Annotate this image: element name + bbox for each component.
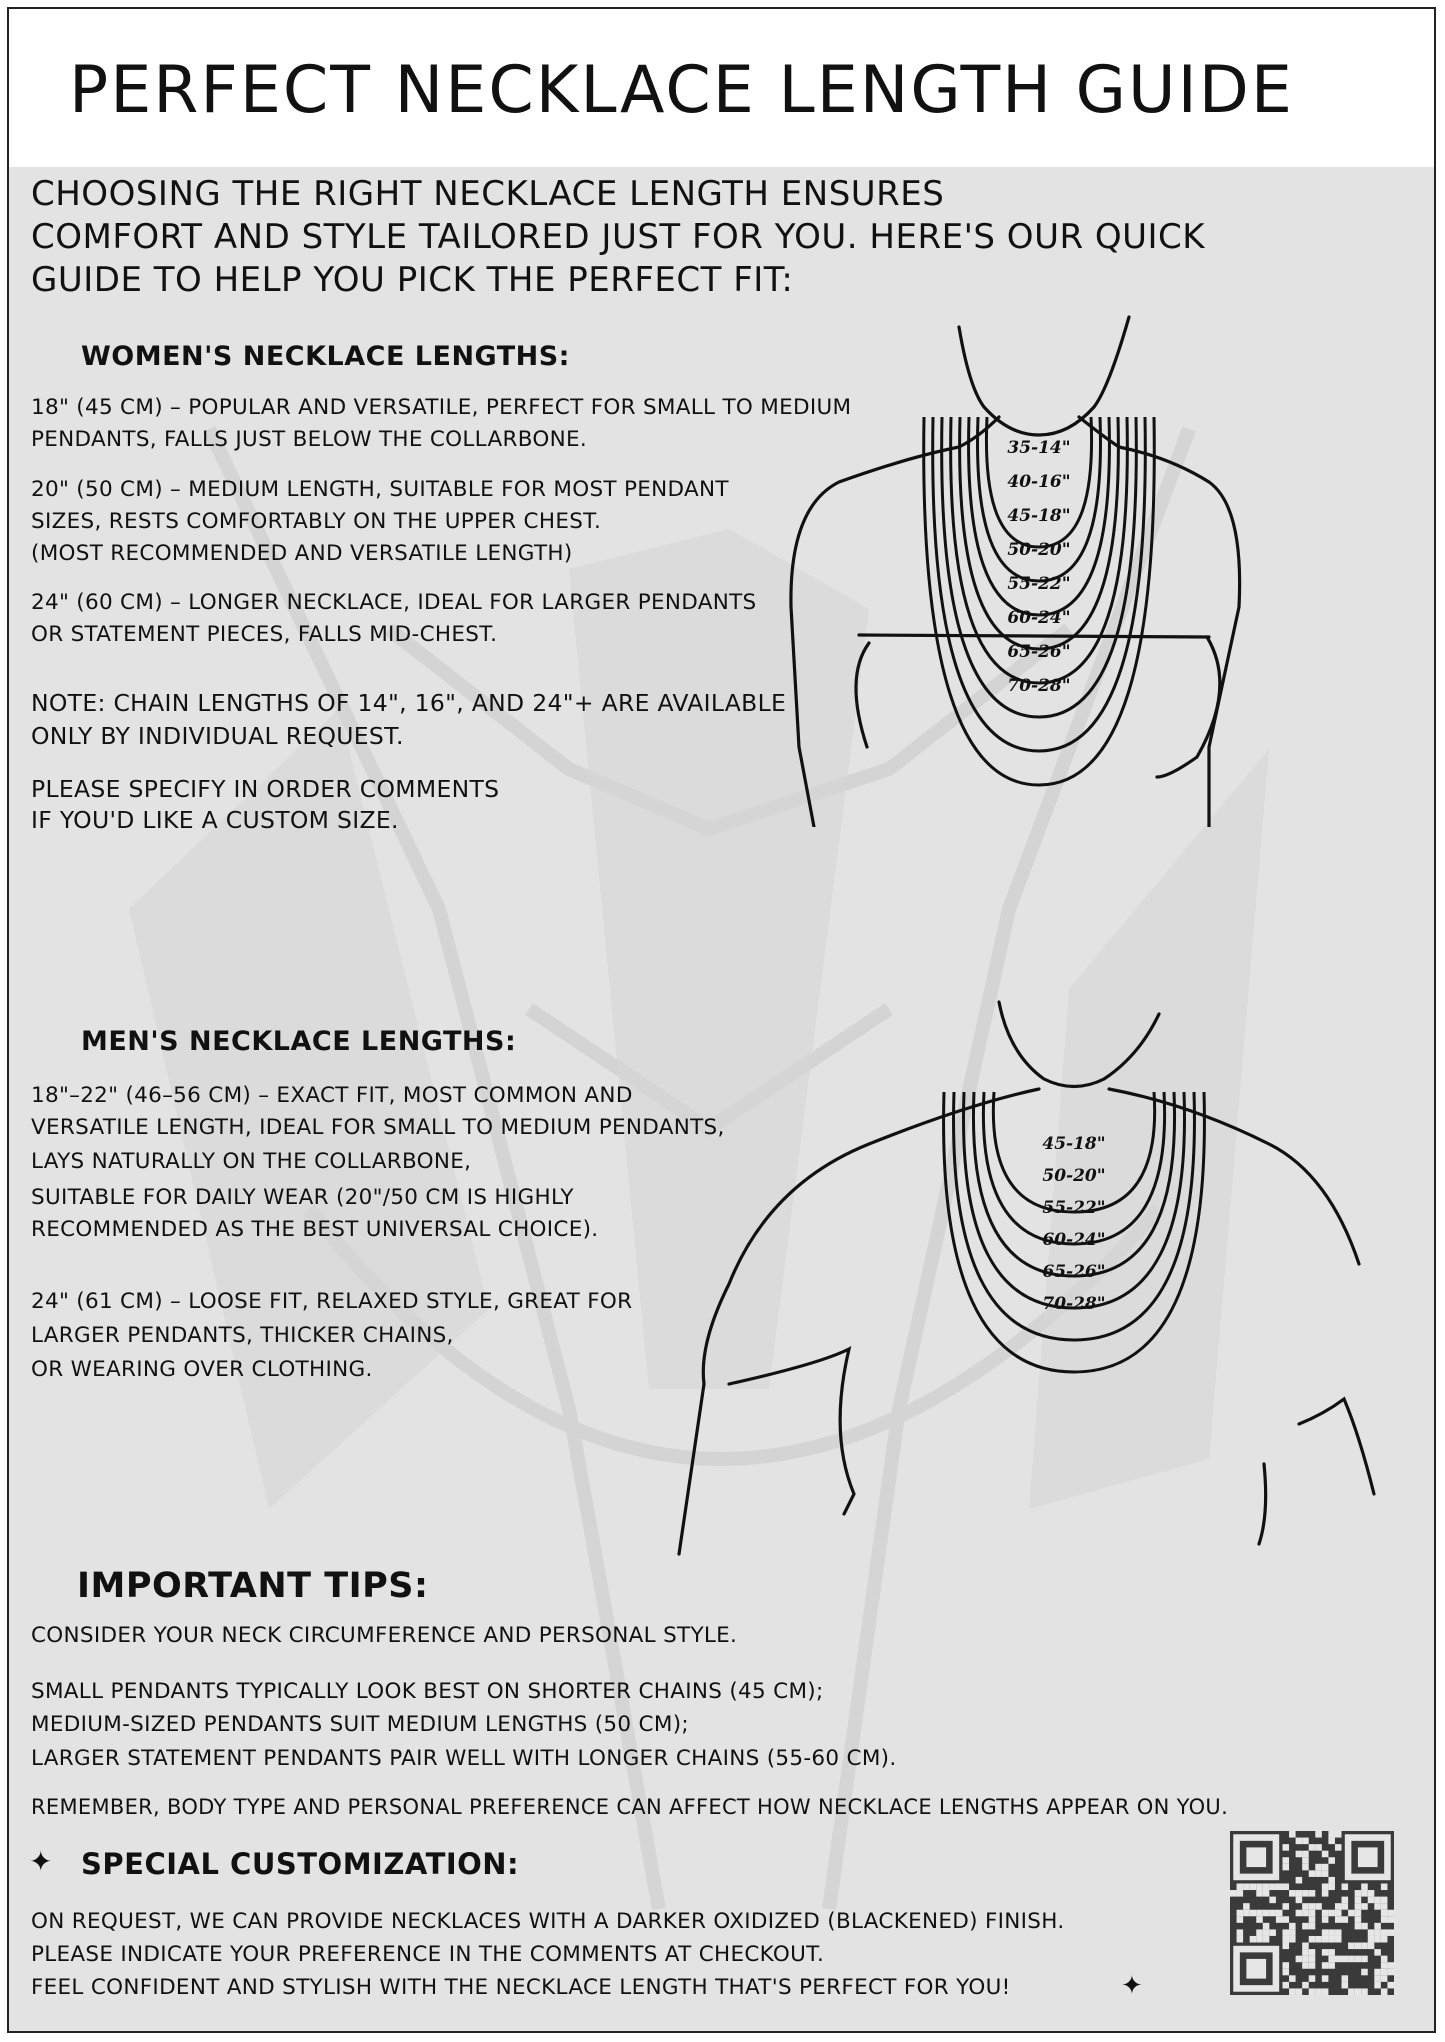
women-line-6: 24" (60 CM) – LONGER NECKLACE, IDEAL FOR LARGER PENDANTS — [31, 590, 757, 615]
women-line-5: (MOST RECOMMENDED AND VERSATILE LENGTH) — [31, 541, 573, 566]
intro-line-1: CHOOSING THE RIGHT NECKLACE LENGTH ENSURES — [31, 174, 945, 214]
men-right-shoulder — [1109, 1089, 1359, 1264]
women-neck-outline — [959, 317, 1129, 435]
custom-heading: SPECIAL CUSTOMIZATION: — [81, 1847, 520, 1881]
tips-heading: IMPORTANT TIPS: — [77, 1566, 429, 1606]
men-left-shoulder — [679, 1089, 1039, 1554]
tip-line-2: SMALL PENDANTS TYPICALLY LOOK BEST ON SHORTER CHAINS (45 CM); — [31, 1679, 824, 1704]
women-line-4: SIZES, RESTS COMFORTABLY ON THE UPPER CHEST. — [31, 509, 602, 534]
women-left-shoulder — [791, 417, 999, 827]
men-line-6: 24" (61 CM) – LOOSE FIT, RELAXED STYLE, GREAT FOR — [31, 1289, 633, 1314]
women-length-label: 45-18" — [1007, 506, 1071, 526]
men-length-label: 65-26" — [1042, 1262, 1106, 1282]
women-right-shoulder — [1079, 417, 1240, 827]
necklace-guide-page — [7, 7, 1436, 2033]
custom-line-1: ON REQUEST, WE CAN PROVIDE NECKLACES WITH A DARKER OXIDIZED (BLACKENED) FINISH. — [31, 1909, 1065, 1934]
women-length-label: 55-22" — [1007, 574, 1071, 594]
tip-line-5: REMEMBER, BODY TYPE AND PERSONAL PREFERENCE CAN AFFECT HOW NECKLACE LENGTHS APPEAR ON YOU. — [31, 1795, 1229, 1819]
men-line-8: OR WEARING OVER CLOTHING. — [31, 1357, 373, 1382]
qr-code[interactable] — [1230, 1831, 1394, 1995]
men-neck-diagram — [669, 994, 1389, 1574]
men-left-sleeve — [729, 1349, 854, 1514]
tip-line-1: CONSIDER YOUR NECK CIRCUMFERENCE AND PERSONAL STYLE. — [31, 1623, 738, 1648]
men-line-4: SUITABLE FOR DAILY WEAR (20"/50 CM IS HIGHLY — [31, 1185, 574, 1210]
women-line-2: PENDANTS, FALLS JUST BELOW THE COLLARBONE. — [31, 427, 587, 452]
women-line-7: OR STATEMENT PIECES, FALLS MID-CHEST. — [31, 622, 498, 647]
women-left-breast-line — [856, 643, 869, 747]
men-right-arm — [1299, 1399, 1374, 1494]
women-bust-line — [859, 635, 1209, 637]
intro-line-3: GUIDE TO HELP YOU PICK THE PERFECT FIT: — [31, 260, 794, 300]
men-line-7: LARGER PENDANTS, THICKER CHAINS, — [31, 1323, 454, 1348]
custom-line-3: FEEL CONFIDENT AND STYLISH WITH THE NECKLACE LENGTH THAT'S PERFECT FOR YOU! — [31, 1975, 1011, 2000]
women-line-1: 18" (45 CM) – POPULAR AND VERSATILE, PERFECT FOR SMALL TO MEDIUM — [31, 395, 852, 420]
women-length-label: 70-28" — [1007, 676, 1071, 696]
men-heading: MEN'S NECKLACE LENGTHS: — [81, 1026, 517, 1057]
women-note-1: NOTE: CHAIN LENGTHS OF 14", 16", AND 24"+ ARE AVAILABLE — [31, 689, 787, 717]
women-note-2: ONLY BY INDIVIDUAL REQUEST. — [31, 722, 404, 750]
men-line-1: 18"–22" (46–56 CM) – EXACT FIT, MOST COMMON AND — [31, 1083, 633, 1108]
men-length-label: 45-18" — [1042, 1134, 1106, 1154]
men-length-label: 50-20" — [1042, 1166, 1106, 1186]
sparkle-icon: ✦ — [1121, 1971, 1143, 2001]
men-right-torso — [1259, 1464, 1266, 1544]
women-line-3: 20" (50 CM) – MEDIUM LENGTH, SUITABLE FOR MOST PENDANT — [31, 477, 729, 502]
custom-line-2: PLEASE INDICATE YOUR PREFERENCE IN THE COMMENTS AT CHECKOUT. — [31, 1942, 825, 1967]
women-note-4: IF YOU'D LIKE A CUSTOM SIZE. — [31, 806, 399, 834]
men-line-5: RECOMMENDED AS THE BEST UNIVERSAL CHOICE). — [31, 1217, 599, 1242]
women-length-label: 50-20" — [1007, 540, 1071, 560]
men-length-label: 60-24" — [1042, 1230, 1106, 1250]
men-length-label: 55-22" — [1042, 1198, 1106, 1218]
men-length-label: 70-28" — [1042, 1294, 1106, 1314]
women-neck-diagram — [769, 307, 1249, 827]
tip-line-4: LARGER STATEMENT PENDANTS PAIR WELL WITH LONGER CHAINS (55-60 CM). — [31, 1746, 897, 1771]
men-line-2: VERSATILE LENGTH, IDEAL FOR SMALL TO MEDIUM PENDANTS, — [31, 1115, 725, 1140]
women-length-label: 60-24" — [1007, 608, 1071, 628]
women-note-3: PLEASE SPECIFY IN ORDER COMMENTS — [31, 775, 500, 803]
page-title: PERFECT NECKLACE LENGTH GUIDE — [69, 53, 1294, 128]
women-length-label: 40-16" — [1007, 472, 1071, 492]
women-heading: WOMEN'S NECKLACE LENGTHS: — [81, 341, 570, 372]
intro-line-2: COMFORT AND STYLE TAILORED JUST FOR YOU. HERE'S OUR QUICK — [31, 217, 1206, 257]
women-length-label: 35-14" — [1007, 438, 1071, 458]
tip-line-3: MEDIUM-SIZED PENDANTS SUIT MEDIUM LENGTHS (50 CM); — [31, 1712, 689, 1737]
men-line-3: LAYS NATURALLY ON THE COLLARBONE, — [31, 1149, 472, 1174]
women-length-label: 65-26" — [1007, 642, 1071, 662]
sparkle-icon: ✦ — [29, 1845, 53, 1878]
men-neck-outline — [999, 1002, 1159, 1087]
